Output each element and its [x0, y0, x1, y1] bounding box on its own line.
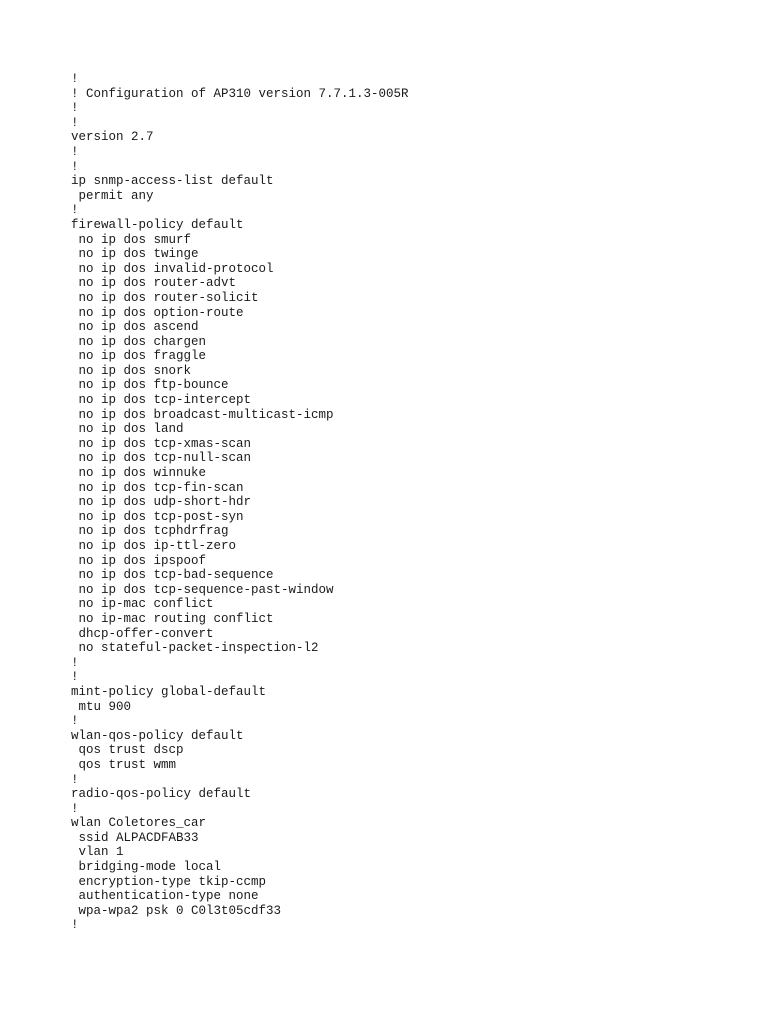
config-line: vlan 1: [71, 845, 124, 860]
config-line: radio-qos-policy default: [71, 787, 252, 802]
config-line: mtu 900: [71, 699, 132, 714]
config-line: no ip-mac routing conflict: [71, 611, 274, 626]
config-line: !: [71, 203, 79, 218]
config-line: version 2.7: [71, 130, 154, 145]
config-line: no ip dos land: [71, 422, 184, 437]
config-line: no ip dos tcp-xmas-scan: [71, 436, 252, 451]
config-line: dhcp-offer-convert: [71, 626, 214, 641]
config-line: no ip dos smurf: [71, 232, 192, 247]
config-line: no ip dos broadcast-multicast-icmp: [71, 407, 334, 422]
config-line: no ip dos chargen: [71, 334, 207, 349]
config-line: !: [71, 101, 79, 116]
config-line: !: [71, 714, 79, 729]
config-line: qos trust dscp: [71, 743, 184, 758]
config-line: !: [71, 670, 79, 685]
config-line: qos trust wmm: [71, 757, 177, 772]
config-line: permit any: [71, 188, 154, 203]
config-line: no ip dos ip-ttl-zero: [71, 539, 237, 553]
config-line: no ip dos udp-short-hdr: [71, 495, 252, 510]
config-line: no ip dos tcp-bad-sequence: [71, 568, 274, 583]
config-line: no ip dos tcp-intercept: [71, 393, 252, 408]
config-line: !: [71, 115, 79, 130]
config-line: no ip dos option-route: [71, 305, 244, 320]
config-line: ip snmp-access-list default: [71, 174, 274, 189]
config-line: no ip-mac conflict: [71, 597, 214, 612]
config-line: no stateful-packet-inspection-l2: [71, 641, 319, 656]
config-line: !: [71, 72, 79, 86]
config-line: ssid ALPACDFAB33: [71, 830, 199, 845]
config-line: no ip dos twinge: [71, 247, 199, 262]
config-line: no ip dos router-solicit: [71, 290, 259, 305]
config-line: no ip dos ipspoof: [71, 553, 207, 568]
config-line: no ip dos snork: [71, 363, 192, 378]
configuration-text: [71, 72, 409, 933]
config-line: bridging-mode local: [71, 860, 222, 875]
config-line: !: [71, 655, 79, 670]
config-line: no ip dos fraggle: [71, 349, 207, 364]
config-line: encryption-type tkip-ccmp: [71, 874, 267, 889]
config-line: firewall-policy default: [71, 217, 244, 232]
config-line: !: [71, 918, 79, 933]
config-line: !: [71, 159, 79, 174]
config-line: no ip dos winnuke: [71, 466, 207, 481]
config-line: ! Configuration of AP310 version 7.7.1.3-005R: [71, 86, 409, 101]
config-line: wlan-qos-policy default: [71, 728, 244, 743]
config-line: no ip dos router-advt: [71, 276, 237, 291]
config-line: !: [71, 772, 79, 787]
config-line: !: [71, 801, 79, 816]
config-line: no ip dos ftp-bounce: [71, 378, 229, 393]
config-line: no ip dos tcp-null-scan: [71, 451, 252, 466]
config-line: wlan Coletores_car: [71, 816, 207, 831]
config-line: no ip dos tcp-post-syn: [71, 509, 244, 524]
config-line: authentication-type none: [71, 889, 259, 904]
config-line: no ip dos tcp-sequence-past-window: [71, 582, 334, 597]
config-line: !: [71, 144, 79, 159]
config-line: no ip dos tcp-fin-scan: [71, 480, 244, 495]
config-line: no ip dos ascend: [71, 320, 199, 335]
config-line: no ip dos invalid-protocol: [71, 261, 274, 276]
config-line: wpa-wpa2 psk 0 C0l3t05cdf33: [71, 903, 282, 918]
config-line: mint-policy global-default: [71, 684, 267, 699]
config-line: no ip dos tcphdrfrag: [71, 524, 229, 539]
